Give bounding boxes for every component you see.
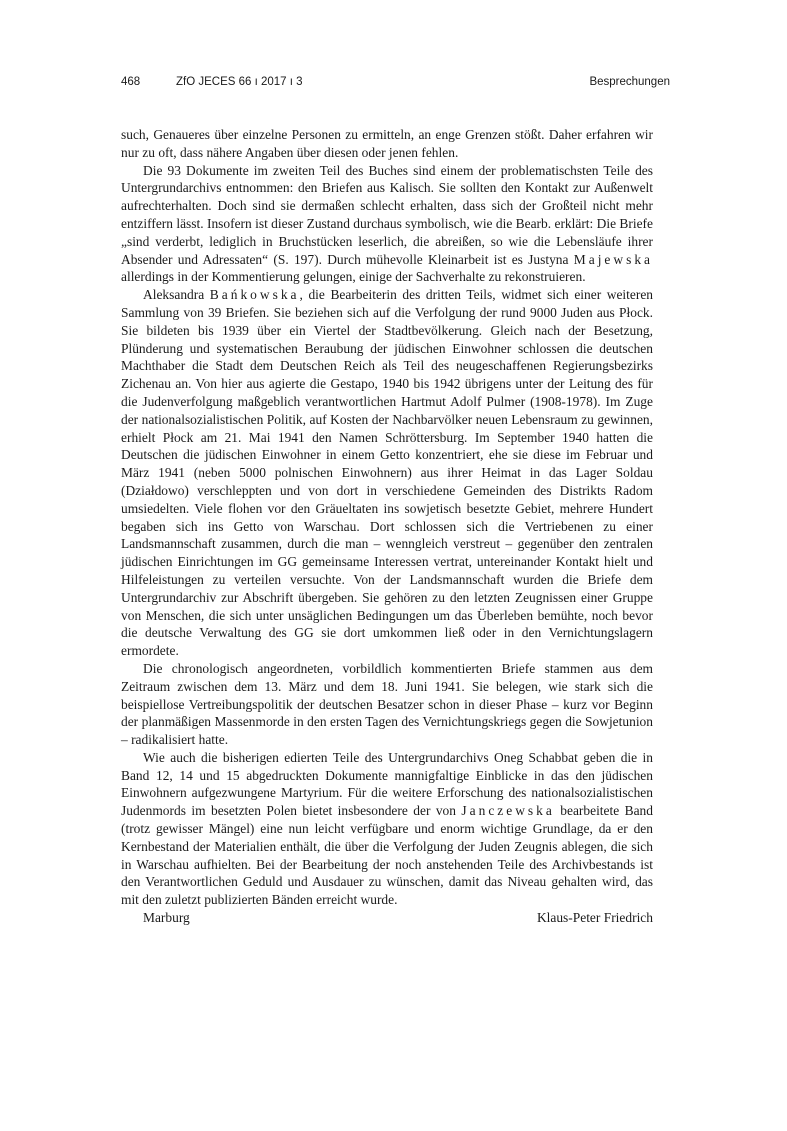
editor-name-majewska: Majewska bbox=[573, 251, 654, 267]
paragraph-4: Die chronologisch angeordneten, vorbildlich kommentierten Briefe stammen aus dem Zeitraum zwischen dem 13. März und dem 18. Juni 1941. Sie belegen, wie stark sich die beispiellose Vertreibungspolitik der deutschen Besatzer schon in dieser Phase – kurz vor Beginn der planmäßigen Massenmorde in den ersten Tagen des Vernichtungskriegs gegen die Sowjetunion – radikalisiert hatte. bbox=[121, 660, 653, 748]
paragraph-2-text-a: Die 93 Dokumente im zweiten Teil des Buches sind einem der problematischsten Teile des Untergrundarchivs entnommen: den Briefen aus Kalisch. Sie sollten den Kontakt zur Außenwelt aufrechterhalten. Doch sind sie dermaßen schlecht erhalten, dass sich der Großteil nicht mehr entziffern lässt. Insofern ist dieser Zustand durchaus symbolisch, wie die Bearb. erklärt: Die Briefe „sind verderbt, lediglich in Bruchstücken leserlich, die abreißen, so wie die Lebensläufe ihrer Absender und Adressaten“ (S. 197). Durch mühevolle Kleinarbeit ist es Justyna bbox=[121, 162, 653, 267]
paragraph-5-text-a: Wie auch die bisherigen edierten Teile des Untergrundarchivs Oneg Schabbat geben die in Band 12, 14 und 15 abgedruckten Dokumente mannigfaltige Einblicke in das den jüdischen Einwohnern aufgezwungene Martyrium. Für die weitere Erforschung des nationalsozialistischen Judenmords im besetzten Polen bietet insbesondere der von bbox=[121, 749, 653, 819]
running-header bbox=[121, 76, 670, 94]
body-text bbox=[121, 126, 653, 927]
paragraph-2-text-b: allerdings in der Kommentierung gelungen, einige der Sachverhalte zu rekonstruieren. bbox=[121, 269, 586, 285]
paragraph-1: such, Genaueres über einzelne Personen zu ermitteln, an enge Grenzen stößt. Daher erfahren wir nur zu oft, dass nähere Angaben über diesen oder jenen fehlen. bbox=[121, 127, 653, 160]
signature-line bbox=[121, 909, 653, 927]
paragraph-3 bbox=[121, 286, 653, 660]
place: Marburg bbox=[143, 910, 190, 926]
editor-name-janczewska: Janczewska bbox=[461, 803, 555, 819]
journal-title: ZfO JECES 66 ı 2017 ı 3 bbox=[176, 76, 303, 88]
editor-name-bankowska: Bańkowska bbox=[209, 287, 300, 303]
paragraph-5-text-b: bearbeitete Band (trotz gewisser Mängel) eine nun leicht verfügbare und enorm wichtige Grundlage, da er den Kernbestand der Materialien enthält, die über die Verfolgung der Juden Zeugnis ablegen, die sich in Warschau aufhielten. Bei der Bearbeitung der noch anstehenden Teile des Archivbestands ist den Verantwortlichen Geduld und Ausdauer zu wünschen, damit das Niveau gehalten wird, das mit den zuletzt publizierten Bänden erreicht wurde. bbox=[121, 803, 653, 908]
paragraph-5 bbox=[121, 749, 653, 909]
reviewer-name: Klaus-Peter Friedrich bbox=[536, 910, 653, 926]
paragraph-3-text-b: , die Bearbeiterin des dritten Teils, widmet sich einer weiteren Sammlung von 39 Briefen. Sie beziehen sich auf die Verfolgung der rund 9000 Juden aus Płock. Sie bildeten bis 1939 über ein Viertel der Stadtbevölkerung. Gleich nach der Besetzung, Plünderung und systematischen Beraubung der jüdischen Einwohner schlossen die deutschen Machthaber die Stadt dem Deutschen Reich als Teil des neugeschaffenen Regierungsbezirks Zichenau an. Von hier aus agierte die Gestapo, 1940 bis 1942 übrigens unter der Leitung des für die Judenverfolgung maßgeblich verantwortlichen Hartmut Adolf Pulmer (1908-1978). Im Zuge der nationalsozialistischen Politik, auf Kosten der Nachbarvölker neuen Lebensraum zu gewinnen, erhielt Płock am 21. Mai 1941 den Namen Schröttersburg. Im September 1940 hatten die Deutschen die jüdischen Einwohner in einem Getto konzentriert, ehe sie diese im Februar und März 1941 (neben 5000 polnischen Einwohnern) aus ihrer Heimat in das Lager Soldau (Działdowo) verschleppten und von dort in verschiedene Gemeinden des Distrikts Radom umsiedelten. Viele flohen vor den Gräueltaten ins sowjetisch besetzte Gebiet, mehrere Hundert begaben sich ins Getto von Warschau. Dort schlossen sich die Vertriebenen zu einer Landsmannschaft zusammen, durch die man – wenngleich verstreut – gegenüber den zentralen jüdischen Einrichtungen im GG gemeinsame Interessen vertrat, untereinander Kontakt hielt und Hilfeleistungen zu verteilen versuchte. Von der Landsmannschaft wurden die Briefe dem Untergrundarchiv zur Abschrift übergeben. Sie gehören zu den letzten Zeugnissen einer Gruppe von Menschen, die sich unter unsäglichen Bedingungen um das Überleben bemühte, noch bevor die deutsche Verwaltung des GG sie dort umkommen ließ oder in den Vernichtungslagern ermordete. bbox=[121, 287, 654, 659]
page-number: 468 bbox=[121, 76, 141, 88]
section-title: Besprechungen bbox=[589, 76, 670, 88]
paragraph-2 bbox=[121, 162, 653, 287]
paragraph-3-text-a: Aleksandra bbox=[143, 287, 205, 303]
